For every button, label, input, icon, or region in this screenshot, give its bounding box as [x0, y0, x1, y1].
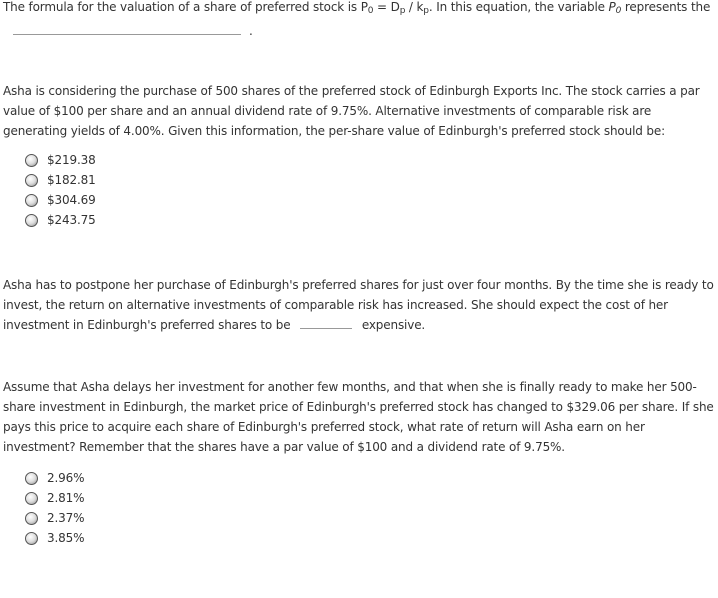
- radio-icon[interactable]: [25, 154, 38, 167]
- question-2-options: [25, 150, 96, 230]
- option-radio[interactable]: 2.37%: [25, 508, 84, 528]
- answer-dropdown-blank-3[interactable]: [300, 316, 352, 329]
- question-4: Assume that Asha delays her investment for another few months, and that when she is finally ready to make her 500-share investment in Edinburgh, the market price of Edinburgh's preferred stock has changed to $329.06 per share. If she pays this price to acquire each share of Edinburgh's preferred stock, what rate of return will Asha earn on her investment? Remember that the shares have a par value of $100 and a dividend rate of 9.75%.: [3, 380, 714, 454]
- option-radio[interactable]: $219.38: [25, 150, 96, 170]
- radio-icon[interactable]: [25, 214, 38, 227]
- option-radio[interactable]: $304.69: [25, 190, 96, 210]
- question-2: Asha is considering the purchase of 500 shares of the preferred stock of Edinburgh Exports Inc. The stock carries a par value of $100 per share and an annual dividend rate of 9.75%. Alternative investments of comparable risk are generating yields of 4.00%. Given this information, the per-share value of Edinburgh's preferred stock should be:: [3, 84, 700, 138]
- question-4-options: [25, 468, 84, 548]
- option-radio[interactable]: 2.81%: [25, 488, 84, 508]
- radio-icon[interactable]: [25, 472, 38, 485]
- radio-icon[interactable]: [25, 174, 38, 187]
- option-radio[interactable]: 3.85%: [25, 528, 84, 548]
- answer-dropdown-blank-1[interactable]: [13, 22, 241, 35]
- radio-icon[interactable]: [25, 532, 38, 545]
- option-radio[interactable]: $243.75: [25, 210, 96, 230]
- radio-icon[interactable]: [25, 194, 38, 207]
- radio-icon[interactable]: [25, 512, 38, 525]
- question-3: Asha has to postpone her purchase of Edinburgh's preferred shares for just over four months. By the time she is ready to invest, the return on alternative investments of comparable risk has increased. She should expect the cost of her investment in Edinburgh's preferred shares to be expensive.: [3, 278, 714, 332]
- option-radio[interactable]: $182.81: [25, 170, 96, 190]
- radio-icon[interactable]: [25, 492, 38, 505]
- question-1: The formula for the valuation of a share of preferred stock is $P_0 = D_p / k_p$. In this equation, the variable $P_0$ represents the .: [3, 0, 711, 38]
- option-radio[interactable]: 2.96%: [25, 468, 84, 488]
